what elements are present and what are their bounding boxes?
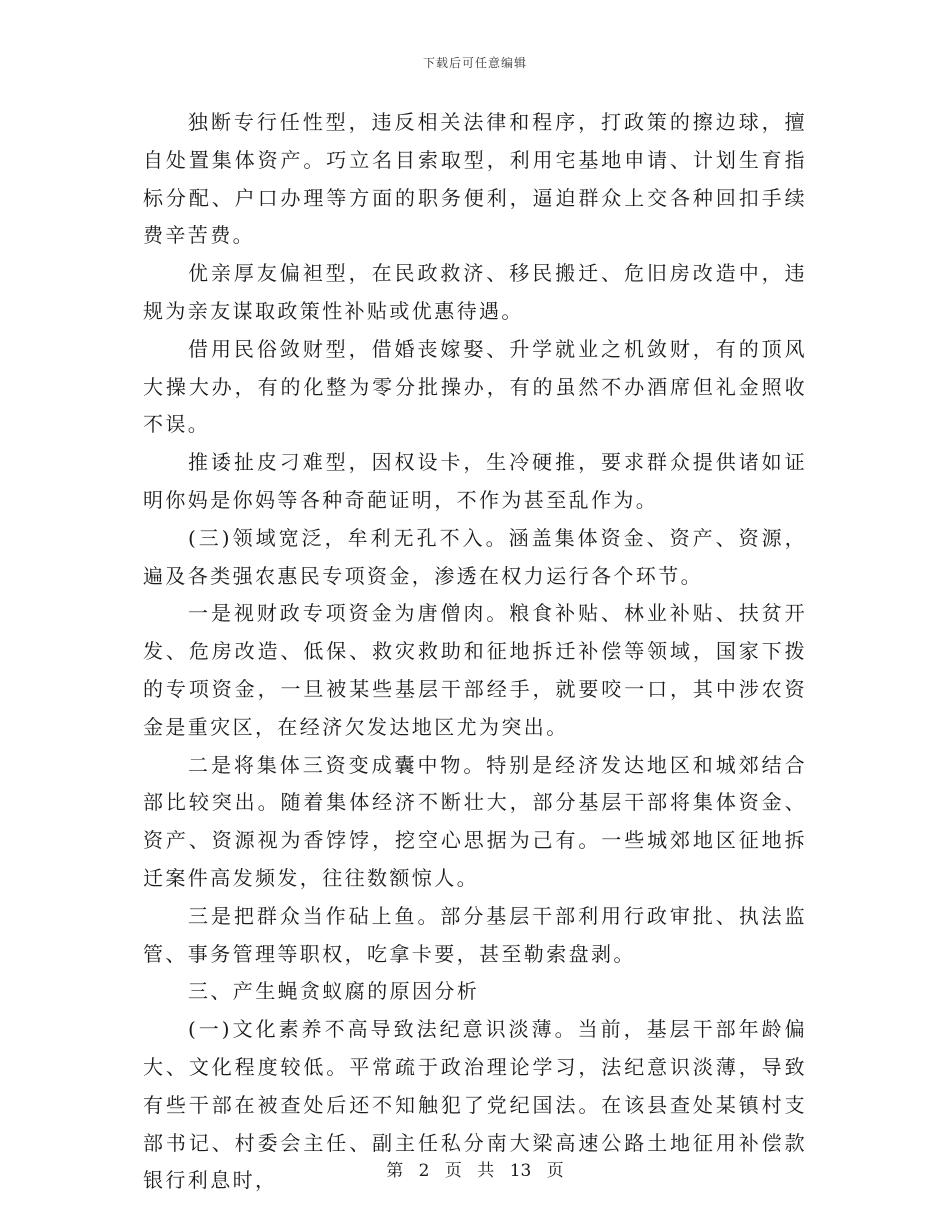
page-unit-end: 页 xyxy=(546,1161,564,1181)
paragraph-7: 二是将集体三资变成囊中物。特别是经济发达地区和城郊结合部比较突出。随着集体经济不断壮大，部分基层干部将集体资金、资产、资源视为香饽饽，挖空心思据为己有。一些城郊地区征地拆迁案件高发频发，往往数额惊人。 xyxy=(143,752,807,890)
document-body xyxy=(143,104,807,1200)
paragraph-8: 三是把群众当作砧上鱼。部分基层干部利用行政审批、执法监管、事务管理等职权，吃拿卡要，甚至勒索盘剥。 xyxy=(143,903,807,966)
page-header: 下载后可任意编辑 xyxy=(422,56,527,70)
section-heading: 三、产生蝇贪蚁腐的原因分析 xyxy=(188,979,480,1004)
page-footer xyxy=(0,1156,950,1181)
page-unit: 页 xyxy=(444,1161,462,1181)
total-label: 共 xyxy=(477,1161,495,1181)
paragraph-2: 优亲厚友偏袒型，在民政救济、移民搬迁、危旧房改造中，违规为亲友谋取政策性补贴或优惠待遇。 xyxy=(143,261,807,323)
current-page-number: 2 xyxy=(418,1161,430,1181)
paragraph-5: (三)领域宽泛，牟利无孔不入。涵盖集体资金、资产、资源，遍及各类强农惠民专项资金，渗透在权力运行各个环节。 xyxy=(143,525,807,588)
paragraph-6: 一是视财政专项资金为唐僧肉。粮食补贴、林业补贴、扶贫开发、危房改造、低保、救灾救助和征地拆迁补偿等领域，国家下拨的专项资金，一旦被某些基层干部经手，就要咬一口，其中涉农资金是重灾区，在经济欠发达地区尤为突出。 xyxy=(143,601,807,739)
paragraph-3: 借用民俗敛财型，借婚丧嫁娶、升学就业之机敛财，有的顶风大操大办，有的化整为零分批操办，有的虽然不办酒席但礼金照收不误。 xyxy=(143,336,807,437)
paragraph-1: 独断专行任性型，违反相关法律和程序，打政策的擦边球，擅自处置集体资产。巧立名目索取型，利用宅基地申请、计划生育指标分配、户口办理等方面的职务便利，逼迫群众上交各种回扣手续费辛苦费。 xyxy=(143,110,807,248)
paragraph-4: 推诿扯皮刁难型，因权设卡，生冷硬推，要求群众提供诸如证明你妈是你妈等各种奇葩证明，不作为甚至乱作为。 xyxy=(143,450,807,512)
page-label-prefix: 第 xyxy=(386,1161,404,1181)
total-page-count: 13 xyxy=(509,1161,532,1181)
paragraph-9: (一)文化素养不高导致法纪意识淡薄。当前，基层干部年龄偏大、文化程度较低。平常疏于政治理论学习，法纪意识淡薄，导致有些干部在被查处后还不知触犯了党纪国法。在该县查处某镇村支部书记、村委会主任、副主任私分南大梁高速公路土地征用补偿款银行利息时， xyxy=(143,1017,807,1193)
